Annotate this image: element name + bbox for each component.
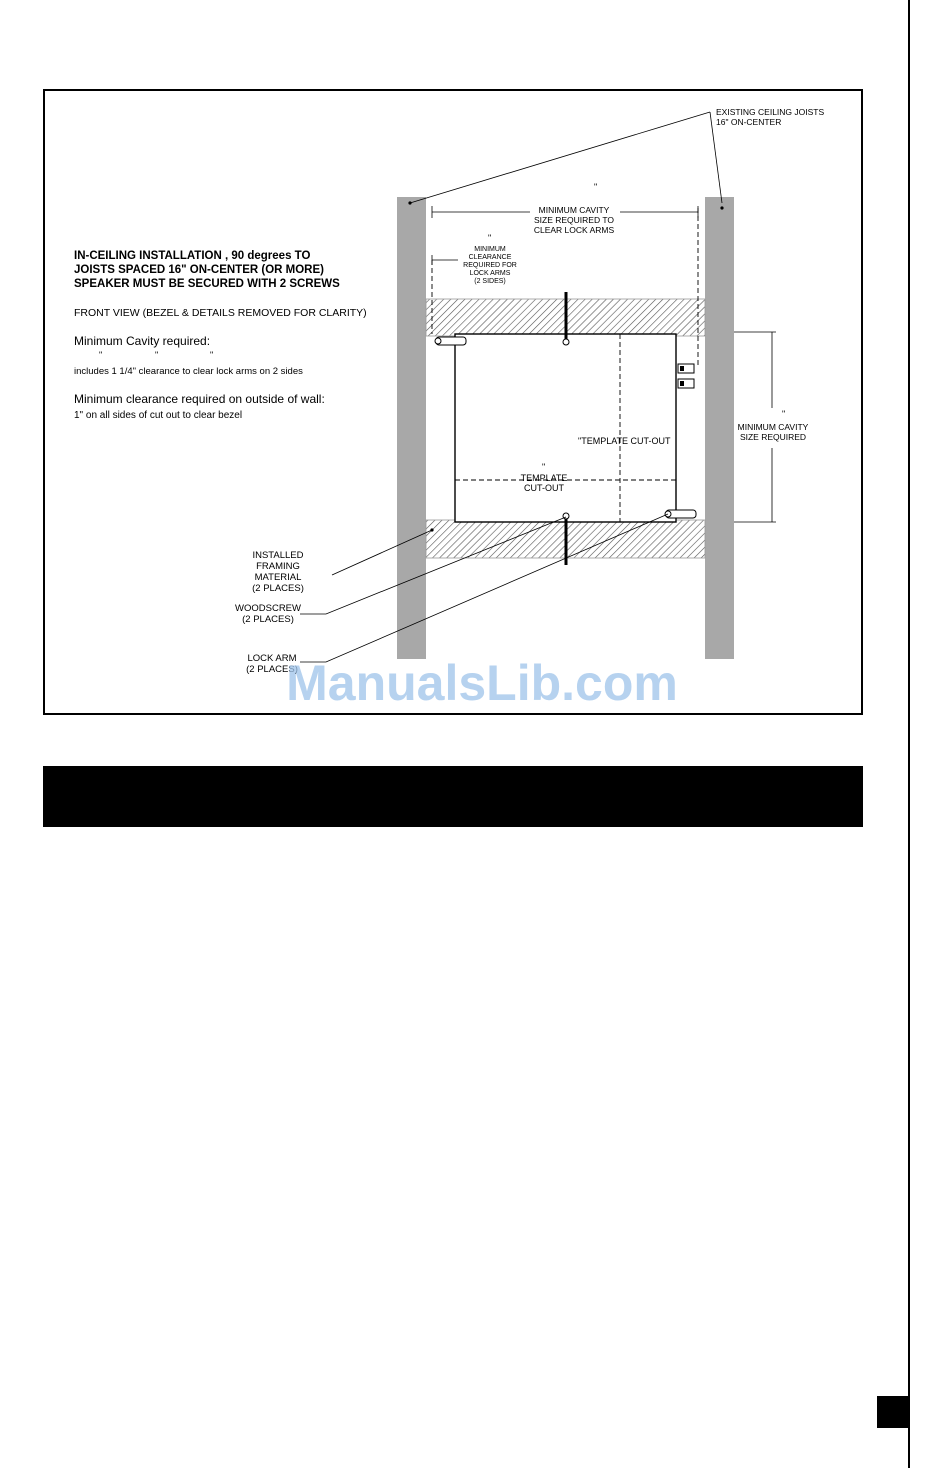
existing-joists-sublabel: 16" ON-CENTER bbox=[716, 117, 782, 127]
lockarm-label-1: LOCK ARM bbox=[247, 653, 297, 664]
front-view-label: FRONT VIEW (BEZEL & DETAILS REMOVED FOR CLARITY) bbox=[74, 307, 367, 319]
heading-line-1: IN-CEILING INSTALLATION , 90 degrees TO bbox=[74, 250, 311, 262]
cavity-width-label-3: CLEAR LOCK ARMS bbox=[533, 225, 615, 235]
ceiling-joist-right bbox=[705, 197, 734, 659]
min-cavity-mark-2: " bbox=[155, 350, 159, 360]
clearance-label-3: REQUIRED FOR bbox=[463, 262, 517, 269]
cavity-width-label-1: MINIMUM CAVITY bbox=[538, 205, 610, 215]
template-bottom-label-1: TEMPLATE bbox=[520, 473, 568, 483]
lock-arm-right-lower bbox=[678, 379, 694, 388]
cavity-width-label-2: SIZE REQUIRED TO bbox=[534, 215, 614, 225]
framing-label-2: FRAMING bbox=[256, 561, 300, 572]
min-cavity-note: includes 1 1/4" clearance to clear lock arms on 2 sides bbox=[74, 366, 303, 377]
min-cavity-mark-3: " bbox=[210, 350, 214, 360]
cavity-height-label-1: MINIMUM CAVITY bbox=[737, 422, 809, 432]
framing-label-4: (2 PLACES) bbox=[252, 583, 304, 594]
clearance-label-4: LOCK ARMS bbox=[469, 270, 511, 277]
ceiling-joist-left bbox=[397, 197, 426, 659]
lock-arm-bottom-right bbox=[665, 510, 696, 518]
framing-label-1: INSTALLED bbox=[252, 550, 304, 561]
clearance-label-2: CLEARANCE bbox=[468, 254, 512, 261]
leader-dot-right-joist bbox=[720, 206, 723, 209]
template-bottom-label-2: CUT-OUT bbox=[524, 483, 564, 493]
template-bottom-mark: " bbox=[542, 462, 546, 472]
cavity-height-mark: " bbox=[782, 409, 786, 419]
woodscrew-label-2: (2 PLACES) bbox=[242, 614, 294, 625]
clearance-label-1: MINIMUM bbox=[474, 246, 506, 253]
page-corner-marker bbox=[877, 1396, 909, 1428]
watermark: ManualsLib.com bbox=[286, 655, 678, 711]
template-right-label: "TEMPLATE CUT-OUT bbox=[578, 436, 671, 446]
min-clearance-title: Minimum clearance required on outside of wall: bbox=[74, 392, 325, 406]
min-cavity-mark-1: " bbox=[99, 350, 103, 360]
clearance-dimension bbox=[432, 255, 458, 265]
woodscrew-label-1: WOODSCREW bbox=[235, 603, 301, 614]
leader-dot-left-joist bbox=[408, 201, 411, 204]
heading-line-3: SPEAKER MUST BE SECURED WITH 2 SCREWS bbox=[74, 278, 340, 290]
framing-label-3: MATERIAL bbox=[254, 572, 302, 583]
heading-line-2: JOISTS SPACED 16" ON-CENTER (OR MORE) bbox=[74, 264, 324, 276]
clearance-label-5: (2 SIDES) bbox=[474, 278, 506, 285]
template-cutout-box bbox=[455, 334, 676, 522]
min-clearance-note: 1" on all sides of cut out to clear bezel bbox=[74, 410, 243, 421]
cavity-width-mark: " bbox=[594, 182, 598, 192]
lock-arm-top-left bbox=[435, 337, 466, 345]
leader-dot-framing bbox=[430, 528, 433, 531]
clearance-mark: " bbox=[488, 233, 492, 243]
section-header-bar bbox=[43, 766, 863, 827]
existing-joists-label: EXISTING CEILING JOISTS bbox=[716, 107, 825, 117]
lockarm-label-2: (2 PLACES) bbox=[246, 664, 298, 675]
cavity-height-label-2: SIZE REQUIRED bbox=[739, 432, 807, 442]
lock-arm-right-upper bbox=[678, 364, 694, 373]
min-cavity-title: Minimum Cavity required: bbox=[74, 334, 211, 348]
